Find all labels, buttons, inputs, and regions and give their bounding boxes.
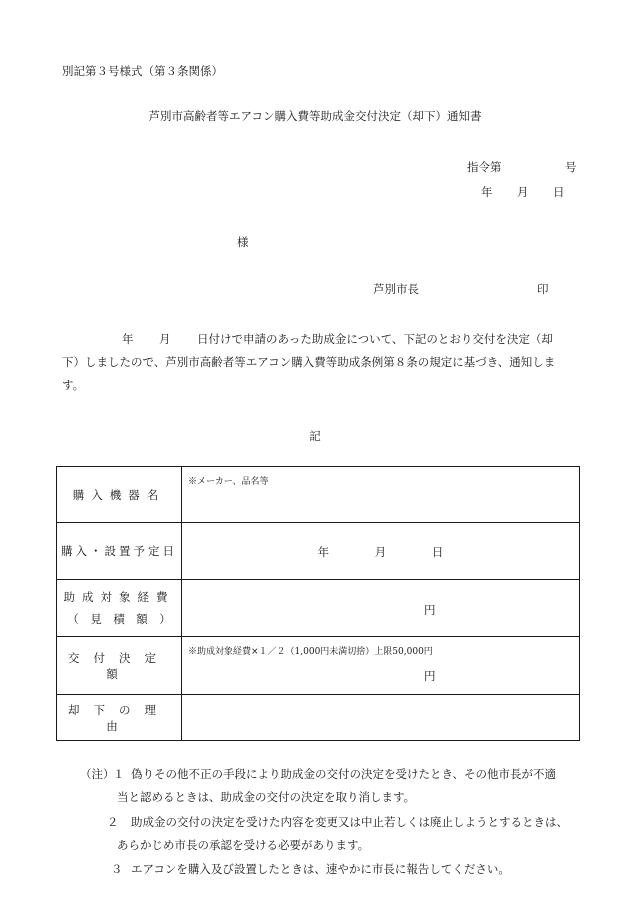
- install-date-year: 年: [317, 545, 330, 559]
- table-row-install-date: [57, 523, 580, 580]
- note-1-number: １: [113, 767, 125, 781]
- issue-date-year: 年: [481, 185, 493, 199]
- document-title: 芦別市高齢者等エアコン購入費等助成金交付決定（却下）通知書: [148, 109, 482, 123]
- seal-mark: 印: [537, 282, 549, 296]
- note-3-line1: エアコンを購入及び設置したときは、速やかに市長に報告してください。: [131, 862, 510, 876]
- table-row-grant-amount: [57, 637, 580, 695]
- grant-amount-unit: 円: [424, 669, 436, 683]
- label-grant-amount: 交付決定額: [57, 637, 182, 695]
- note-2-line1: 助成金の交付の決定を受けた内容を変更又は中止若しくは廃止しようとするときは、: [131, 815, 568, 829]
- eligible-cost-unit: 円: [424, 603, 436, 617]
- install-date-month: 月: [374, 545, 387, 559]
- order-number-suffix: 号: [565, 160, 577, 174]
- value-device-name[interactable]: [182, 467, 580, 523]
- issue-date-month: 月: [517, 185, 529, 199]
- label-eligible-cost-line1: 助成対象経費: [63, 590, 175, 604]
- body-text-line1: 日付けで申請のあった助成金について、下記のとおり交付を決定（却: [197, 332, 553, 346]
- value-eligible-cost[interactable]: [182, 580, 580, 637]
- label-eligible-cost-line2: （ 見 積 額 ）: [67, 612, 171, 626]
- recipient-honorific: 様: [237, 235, 249, 249]
- install-date-fields: [182, 544, 579, 560]
- label-eligible-cost: [57, 580, 182, 637]
- notes-heading: （注）: [80, 767, 115, 781]
- table-row-device: [57, 467, 580, 523]
- table-row-rejection-reason: [57, 695, 580, 741]
- issue-date-day: 日: [553, 185, 565, 199]
- grant-amount-note: ※助成対象経費×１／２（1,000円未満切捨）上限50,000円: [188, 647, 433, 657]
- label-install-date: 購入・設置予定日: [57, 523, 182, 580]
- table-row-eligible-cost: [57, 580, 580, 637]
- issuer-title: 芦別市長: [373, 282, 419, 296]
- install-date-day: 日: [431, 545, 444, 559]
- value-grant-amount[interactable]: [182, 637, 580, 695]
- body-date-year: 年: [122, 332, 134, 346]
- device-name-note: ※メーカー、品名等: [188, 477, 269, 487]
- note-2-line2: あらかじめ市長の承認を受ける必要があります。: [117, 838, 370, 852]
- label-device-name: 購入機器名: [57, 467, 182, 523]
- form-label: 別記第３号様式（第３条関係）: [62, 64, 223, 78]
- value-rejection-reason[interactable]: [182, 695, 580, 741]
- body-text-line3: す。: [62, 378, 85, 392]
- note-1-line1: 偽りその他不正の手段により助成金の交付の決定を受けたとき、その他市長が不適: [131, 767, 557, 781]
- note-1-line2: 当と認めるときは、助成金の交付の決定を取り消します。: [117, 790, 416, 804]
- value-install-date[interactable]: [182, 523, 580, 580]
- note-3-number: ３: [111, 862, 123, 876]
- body-date-month: 月: [159, 332, 171, 346]
- note-2-number: ２: [107, 815, 119, 829]
- ki-mark: 記: [309, 429, 321, 443]
- body-text-line2: 下）しましたので、芦別市高齢者等エアコン購入費等助成条例第８条の規定に基づき、通知しま: [62, 355, 556, 369]
- info-table: [56, 466, 580, 741]
- order-number-label: 指令第: [467, 160, 502, 174]
- label-rejection-reason: 却下の理由: [57, 695, 182, 741]
